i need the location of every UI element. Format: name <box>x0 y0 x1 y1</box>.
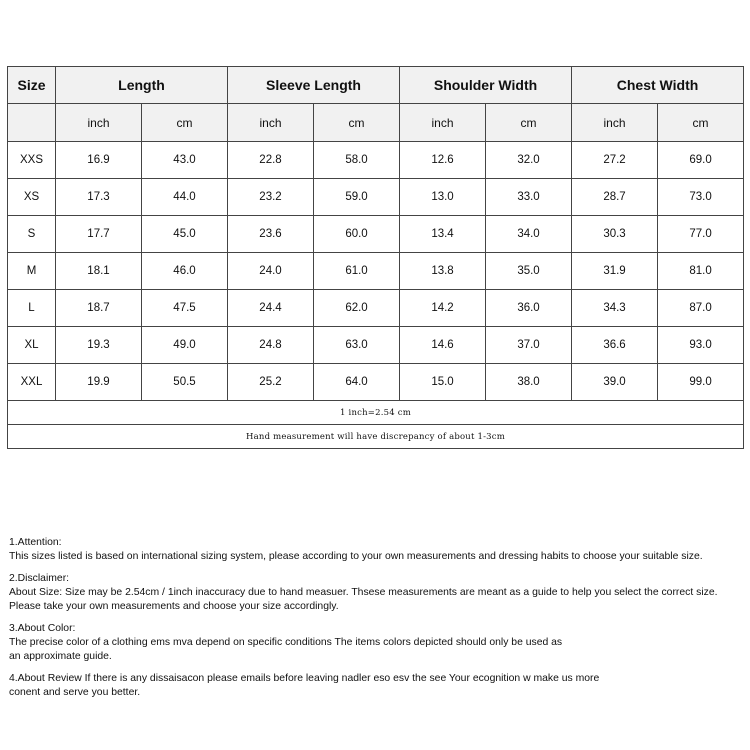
note-title: 3.About Color: <box>9 623 76 634</box>
size-cell: XXL <box>8 364 56 401</box>
table-cell: 39.0 <box>572 364 658 401</box>
table-cell: 73.0 <box>658 179 744 216</box>
table-cell: 50.5 <box>142 364 228 401</box>
table-cell: 35.0 <box>486 253 572 290</box>
unit-cell: cm <box>486 104 572 142</box>
note-text: Please take your own measurements and choose your size accordingly. <box>9 601 339 612</box>
note-text: This sizes listed is based on international sizing system, please according to your own measurements and dressing habits to choose your suitable size. <box>9 551 703 562</box>
table-cell: 99.0 <box>658 364 744 401</box>
note-text: conent and serve you better. <box>9 687 141 698</box>
table-cell: 47.5 <box>142 290 228 327</box>
table-cell: 18.1 <box>56 253 142 290</box>
conversion-note-row <box>8 401 744 425</box>
table-cell: 19.9 <box>56 364 142 401</box>
table-cell: 69.0 <box>658 142 744 179</box>
unit-blank-cell <box>8 104 56 142</box>
table-row <box>8 364 744 401</box>
header-row <box>8 67 744 104</box>
measurement-note: Hand measurement will have discrepancy of about 1-3cm <box>8 425 744 449</box>
size-cell: XXS <box>8 142 56 179</box>
notes-section <box>9 536 749 708</box>
table-cell: 18.7 <box>56 290 142 327</box>
table-cell: 32.0 <box>486 142 572 179</box>
table-cell: 17.3 <box>56 179 142 216</box>
header-size: Size <box>8 67 56 104</box>
table-cell: 46.0 <box>142 253 228 290</box>
table-cell: 63.0 <box>314 327 400 364</box>
unit-cell: inch <box>56 104 142 142</box>
table-row <box>8 179 744 216</box>
size-cell: XS <box>8 179 56 216</box>
unit-cell: inch <box>228 104 314 142</box>
unit-cell: inch <box>572 104 658 142</box>
table-cell: 43.0 <box>142 142 228 179</box>
table-cell: 81.0 <box>658 253 744 290</box>
table-cell: 77.0 <box>658 216 744 253</box>
table-row <box>8 216 744 253</box>
table-cell: 36.6 <box>572 327 658 364</box>
table-cell: 34.0 <box>486 216 572 253</box>
header-chest-width: Chest Width <box>572 67 744 104</box>
note-title: 2.Disclaimer: <box>9 573 70 584</box>
size-cell: L <box>8 290 56 327</box>
note-text: an approximate guide. <box>9 651 112 662</box>
table-cell: 13.8 <box>400 253 486 290</box>
unit-cell: cm <box>314 104 400 142</box>
note-title: 1.Attention: <box>9 537 62 548</box>
table-cell: 24.8 <box>228 327 314 364</box>
size-cell: XL <box>8 327 56 364</box>
table-cell: 15.0 <box>400 364 486 401</box>
note-review <box>9 672 749 700</box>
table-cell: 30.3 <box>572 216 658 253</box>
note-text: 4.About Review If there is any dissaisacon please emails before leaving nadler eso esv the see Your ecognition w make us more <box>9 673 600 684</box>
table-cell: 58.0 <box>314 142 400 179</box>
note-color <box>9 622 749 664</box>
table-cell: 14.2 <box>400 290 486 327</box>
table-cell: 27.2 <box>572 142 658 179</box>
table-cell: 13.0 <box>400 179 486 216</box>
table-cell: 49.0 <box>142 327 228 364</box>
table-cell: 12.6 <box>400 142 486 179</box>
table-cell: 28.7 <box>572 179 658 216</box>
table-cell: 64.0 <box>314 364 400 401</box>
table-cell: 19.3 <box>56 327 142 364</box>
table-cell: 33.0 <box>486 179 572 216</box>
table-row <box>8 253 744 290</box>
size-cell: S <box>8 216 56 253</box>
conversion-note: 1 inch=2.54 cm <box>8 401 744 425</box>
table-cell: 24.4 <box>228 290 314 327</box>
table-cell: 14.6 <box>400 327 486 364</box>
note-text: The precise color of a clothing ems mva depend on specific conditions The items colors depicted should only be used as <box>9 637 563 648</box>
table-cell: 23.2 <box>228 179 314 216</box>
table-cell: 24.0 <box>228 253 314 290</box>
unit-cell: cm <box>142 104 228 142</box>
table-cell: 23.6 <box>228 216 314 253</box>
table-cell: 59.0 <box>314 179 400 216</box>
table-row <box>8 327 744 364</box>
unit-cell: cm <box>658 104 744 142</box>
note-disclaimer <box>9 572 749 614</box>
table-cell: 34.3 <box>572 290 658 327</box>
size-cell: M <box>8 253 56 290</box>
note-attention <box>9 536 749 564</box>
table-cell: 60.0 <box>314 216 400 253</box>
table-cell: 17.7 <box>56 216 142 253</box>
measurement-note-row <box>8 425 744 449</box>
table-cell: 87.0 <box>658 290 744 327</box>
table-cell: 13.4 <box>400 216 486 253</box>
table-cell: 37.0 <box>486 327 572 364</box>
table-cell: 36.0 <box>486 290 572 327</box>
table-cell: 45.0 <box>142 216 228 253</box>
table-cell: 93.0 <box>658 327 744 364</box>
header-sleeve-length: Sleeve Length <box>228 67 400 104</box>
unit-cell: inch <box>400 104 486 142</box>
header-shoulder-width: Shoulder Width <box>400 67 572 104</box>
table-cell: 61.0 <box>314 253 400 290</box>
size-chart-table <box>7 66 744 449</box>
table-cell: 31.9 <box>572 253 658 290</box>
table-cell: 16.9 <box>56 142 142 179</box>
unit-row <box>8 104 744 142</box>
note-text: About Size: Size may be 2.54cm / 1inch inaccuracy due to hand measuer. Thsese measurements are meant as a guide to help you select the correct size. <box>9 587 718 598</box>
table-cell: 62.0 <box>314 290 400 327</box>
table-cell: 25.2 <box>228 364 314 401</box>
table-row <box>8 142 744 179</box>
table-cell: 38.0 <box>486 364 572 401</box>
table-row <box>8 290 744 327</box>
table-cell: 22.8 <box>228 142 314 179</box>
table-cell: 44.0 <box>142 179 228 216</box>
header-length: Length <box>56 67 228 104</box>
